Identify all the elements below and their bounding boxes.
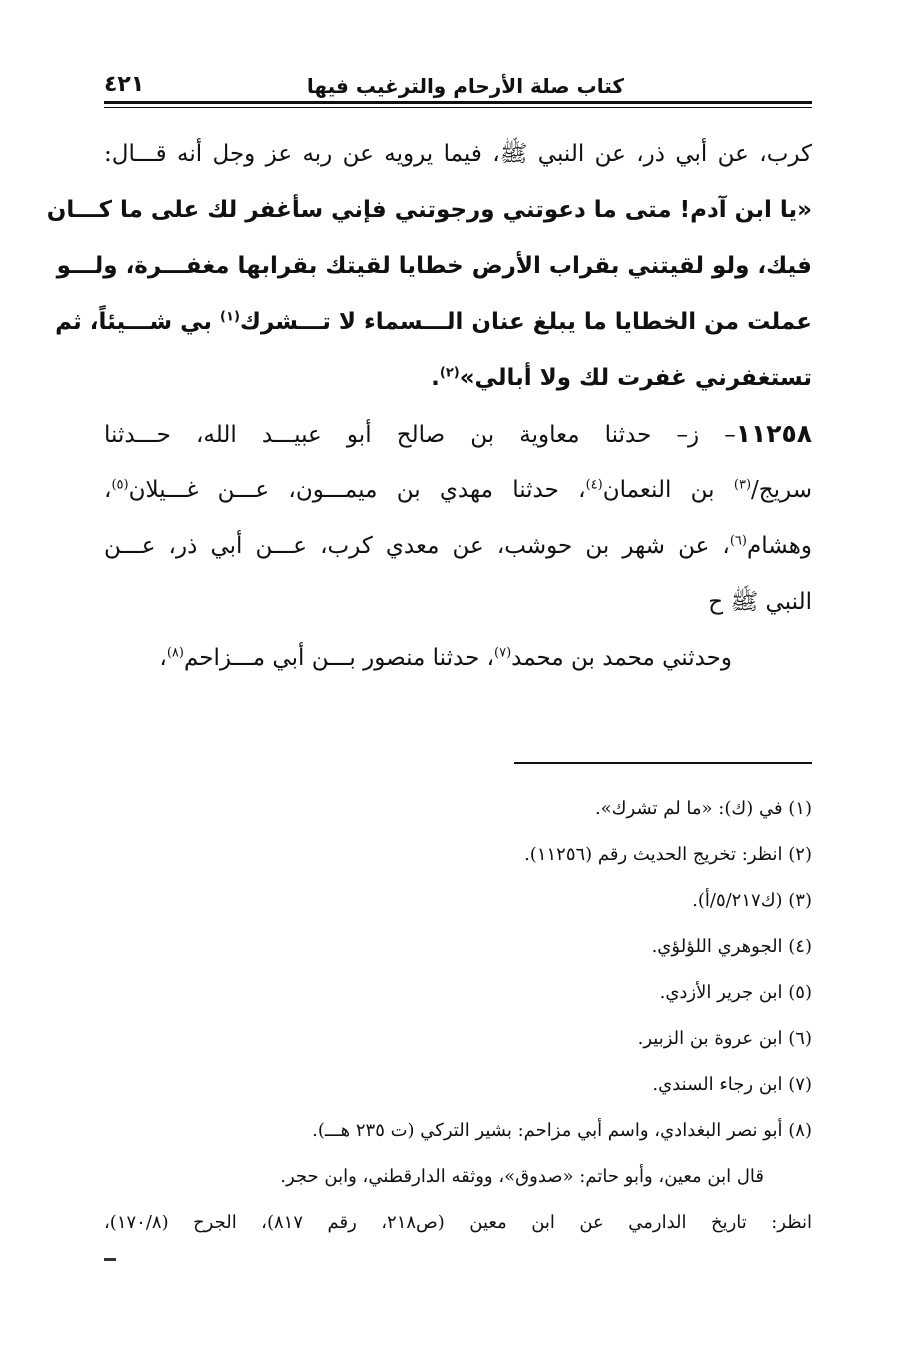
continuation-mark [104, 1258, 116, 1261]
footnote-ref-1: (١) [220, 309, 240, 325]
text-line-10-part-b: ، حدثنا منصور بـــن أبي مـــزاحم [183, 645, 495, 671]
text-line-4 [55, 294, 812, 350]
text-line-10-part-c: ، [159, 645, 167, 671]
text-line-7 [104, 462, 812, 518]
text-line-5 [104, 350, 812, 406]
text-line-4-part-b: بي شـــيئاً، ثم [55, 309, 221, 335]
footnote-8-continuation-1: قال ابن معين، وأبو حاتم: «صدوق»، ووثقه الدارقطني، وابن حجر. [280, 1166, 764, 1187]
footnote-5: (٥) ابن جرير الأزدي. [659, 982, 812, 1003]
text-line-8-part-a: وهشام [746, 533, 812, 559]
footnote-ref-4: (٤) [585, 477, 603, 493]
footnote-7: (٧) ابن رجاء السندي. [652, 1074, 812, 1095]
running-title: كتاب صلة الأرحام والترغيب فيها [306, 74, 624, 98]
footnote-divider [514, 762, 812, 764]
page-header [104, 70, 812, 104]
footnote-8-continuation-2: انظر: تاريخ الدارمي عن ابن معين (ص٢١٨، رقم ٨١٧)، الجرح (١٧٠/٨)، [104, 1212, 813, 1233]
footnote-6: (٦) ابن عروة بن الزبير. [637, 1028, 812, 1049]
footnotes [104, 786, 812, 1246]
footnote-2: (٢) انظر: تخريج الحديث رقم (١١٢٥٦). [524, 844, 812, 865]
footnote-ref-8: (٨) [166, 645, 184, 661]
footnote-1: (١) في (ك): «ما لم تشرك». [594, 798, 812, 819]
footnote-8: (٨) أبو نصر البغدادي، واسم أبي مزاحم: بشير التركي (ت ٢٣٥ هـــ). [312, 1120, 812, 1141]
footnote-ref-3: (٣) [733, 477, 752, 493]
page-number: ٤٢١ [104, 72, 145, 97]
text-line-2: «يا ابن آدم! متى ما دعوتني ورجوتني فإني سأغفر لك على ما كـــان [46, 197, 812, 223]
hadith-number: ١١٢٥٨ [735, 419, 812, 448]
footnote-ref-2: (٢) [439, 365, 460, 381]
footnote-4: (٤) الجوهري اللؤلؤي. [651, 936, 812, 957]
text-line-6-rest: – ز– حدثنا معاوية بن صالح أبو عبيـــد الله، حـــدثنا [104, 422, 736, 448]
text-line-5-part-a: تستغفرني غفرت لك ولا أبالي» [459, 365, 812, 391]
footnote-ref-6: (٦) [729, 533, 747, 549]
text-line-6 [104, 406, 812, 462]
footnote-3: (٣) (ك٥/٢١٧/أ). [692, 890, 812, 911]
text-line-7-part-d: ، [104, 477, 112, 503]
text-line-7-part-c: ، حدثنا مهدي بن ميمـــون، عـــن غـــيلان [128, 477, 586, 503]
text-line-4-part-a: عملت من الخطايا ما يبلغ عنان الـــسماء لا تـــشرك [239, 309, 812, 335]
text-line-10-part-a: وحدثني محمد بن محمد [511, 645, 732, 671]
footnote-ref-7: (٧) [494, 645, 512, 661]
text-line-7-part-b: بن النعمان [602, 477, 734, 503]
text-line-9: النبي ﷺ ح [708, 589, 812, 615]
main-text [46, 126, 812, 686]
text-line-8-part-b: ، عن شهر بن حوشب، عن معدي كرب، عـــن أبي ذر، عـــن [104, 533, 730, 559]
text-line-10 [104, 630, 812, 686]
header-rule-thin [104, 107, 812, 108]
footnote-ref-5: (٥) [111, 477, 129, 493]
text-line-5-part-b: . [431, 365, 440, 391]
text-line-3: فيك، ولو لقيتني بقراب الأرض خطايا لقيتك بقرابها مغفـــرة، ولـــو [56, 253, 812, 279]
text-line-7-part-a: سريج/ [751, 477, 812, 503]
header-rule-thick [104, 101, 812, 104]
text-line-1: كرب، عن أبي ذر، عن النبي ﷺ، فيما يرويه عن ربه عز وجل أنه قـــال: [104, 141, 812, 167]
text-line-8 [104, 518, 812, 574]
